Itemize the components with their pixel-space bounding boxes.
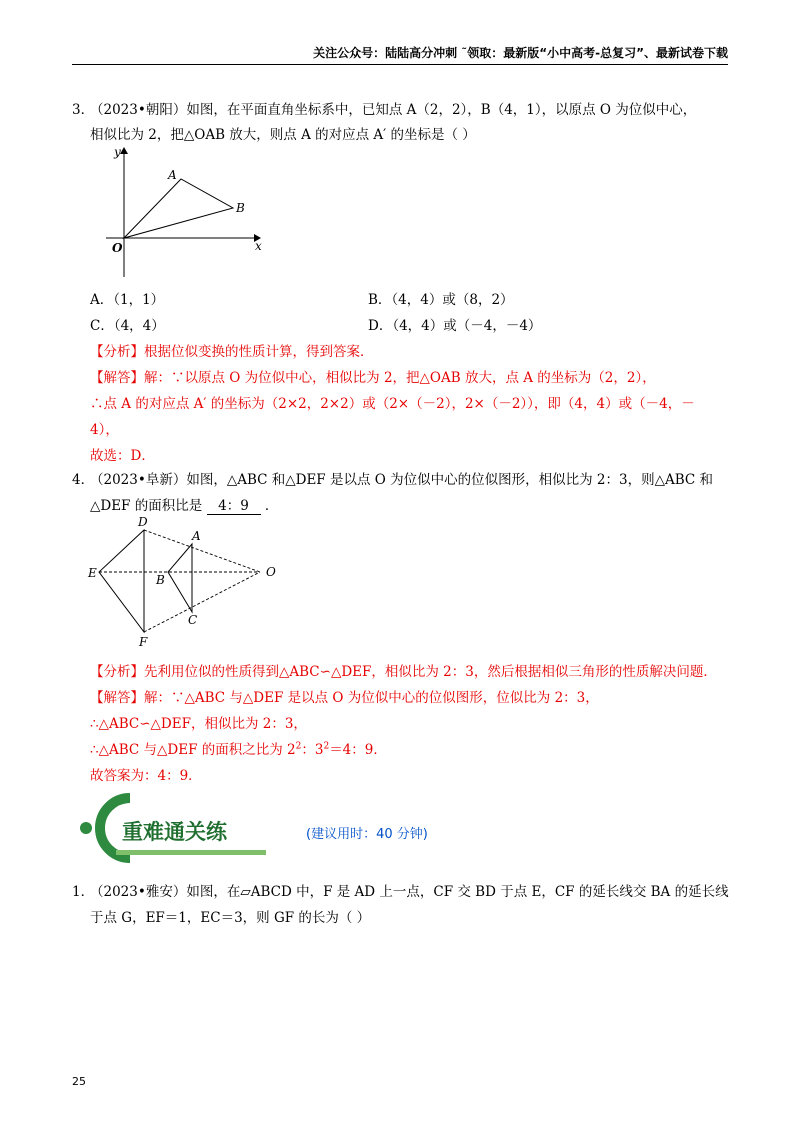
q4-line2-before: △DEF 的面积比是 [90, 498, 203, 514]
q3-option-d: D．（4，4）或（－4，－4） [368, 318, 542, 334]
q3-option-c: C．（4，4） [90, 318, 165, 334]
q3-coordinate-figure [100, 142, 275, 282]
label-a: A [192, 529, 201, 543]
q3-line2: 相似比为 2，把△OAB 放大，则点 A 的对应点 A′ 的坐标是（ ） [90, 127, 476, 143]
point-a-label: A [168, 168, 177, 182]
header-text: 关注公众号：陆陆高分冲刺 ˜领取：最新版“小中高考-总复习”、最新试卷下载 [313, 46, 728, 60]
q4-line2-after: ． [264, 498, 279, 514]
label-b: B [156, 573, 165, 587]
p1-line2: 于点 G，EF＝1，EC＝3，则 GF 的长为（ ） [90, 910, 371, 926]
q3-option-b: B．（4，4）或（8，2） [368, 292, 514, 308]
q4-answer: 故答案为：4：9． [90, 768, 202, 784]
x-label: x [255, 239, 262, 253]
q4-sol3-sup2: 2 [323, 741, 330, 752]
p1-line1: （2023•雅安）如图，在▱ABCD 中，F 是 AD 上一点，CF 交 BD 于点 E，CF 的延长线交 BA 的延长线 [90, 884, 729, 900]
point-b-label: B [236, 201, 245, 215]
label-o: O [266, 565, 276, 579]
q4-answer-blank: 4：9 [207, 494, 261, 515]
label-d: D [138, 515, 148, 529]
q4-sol3-sup1: 2 [295, 741, 302, 752]
ray-od [144, 530, 260, 572]
q3-answer: 故选：D． [90, 448, 155, 464]
q3-option-a: A．（1，1） [90, 292, 165, 308]
label-f: F [139, 635, 148, 649]
q4-solution-line3 [90, 738, 387, 758]
p1-number: 1． [72, 884, 95, 900]
q4-homothety-figure [84, 512, 284, 652]
q3-line1: （2023•朝阳）如图，在平面直角坐标系中，已知点 A（2，2），B（4，1），以原点 O 为位似中心， [90, 102, 697, 118]
q4-line1: （2023•阜新）如图，△ABC 和△DEF 是以点 O 为位似中心的位似图形，相似比为 2：3，则△ABC 和 [90, 472, 714, 488]
origin-label: O [112, 241, 123, 255]
q4-sol3-mid: ：3 [301, 742, 324, 758]
q3-solution-line3: 4）， [90, 422, 119, 438]
q4-sol3-before: ∴△ABC 与△DEF 的面积之比为 2 [90, 742, 296, 758]
page-number: 25 [72, 1075, 86, 1088]
triangle-abc [168, 544, 192, 612]
q4-sol3-after: ＝4：9． [329, 742, 387, 758]
q3-analysis: 【分析】根据位似变换的性质计算，得到答案． [90, 344, 374, 360]
q3-solution-line1: 【解答】解：∵以原点 O 为位似中心，相似比为 2，把△OAB 放大，点 A 的坐标为（2，2）， [90, 370, 656, 386]
q4-solution-line2: ∴△ABC∽△DEF，相似比为 2：3， [90, 716, 307, 732]
triangle-oab [124, 179, 233, 238]
page-header [72, 38, 728, 65]
q3-number: 3． [72, 102, 95, 118]
banner-underline [116, 850, 266, 855]
label-c: C [188, 613, 198, 627]
q4-solution-line1: 【解答】解：∵△ABC 与△DEF 是以点 O 为位似中心的位似图形，位似比为 2：3， [90, 690, 599, 706]
q4-number: 4． [72, 472, 95, 488]
q3-solution-line2: ∴点 A 的对应点 A′ 的坐标为（2×2，2×2）或（2×（－2），2×（－2）），即（4，4）或（－4，－ [90, 396, 695, 412]
banner-dot [80, 822, 92, 834]
label-e: E [88, 566, 97, 580]
triangle-def [99, 530, 144, 632]
q4-analysis: 【分析】先利用位似的性质得到△ABC∽△DEF，相似比为 2：3，然后根据相似三角形的性质解决问题． [90, 664, 717, 680]
banner-time: (建议用时：40 分钟) [306, 827, 428, 842]
banner-title: 重难通关练 [122, 820, 227, 844]
y-label: y [114, 145, 121, 159]
